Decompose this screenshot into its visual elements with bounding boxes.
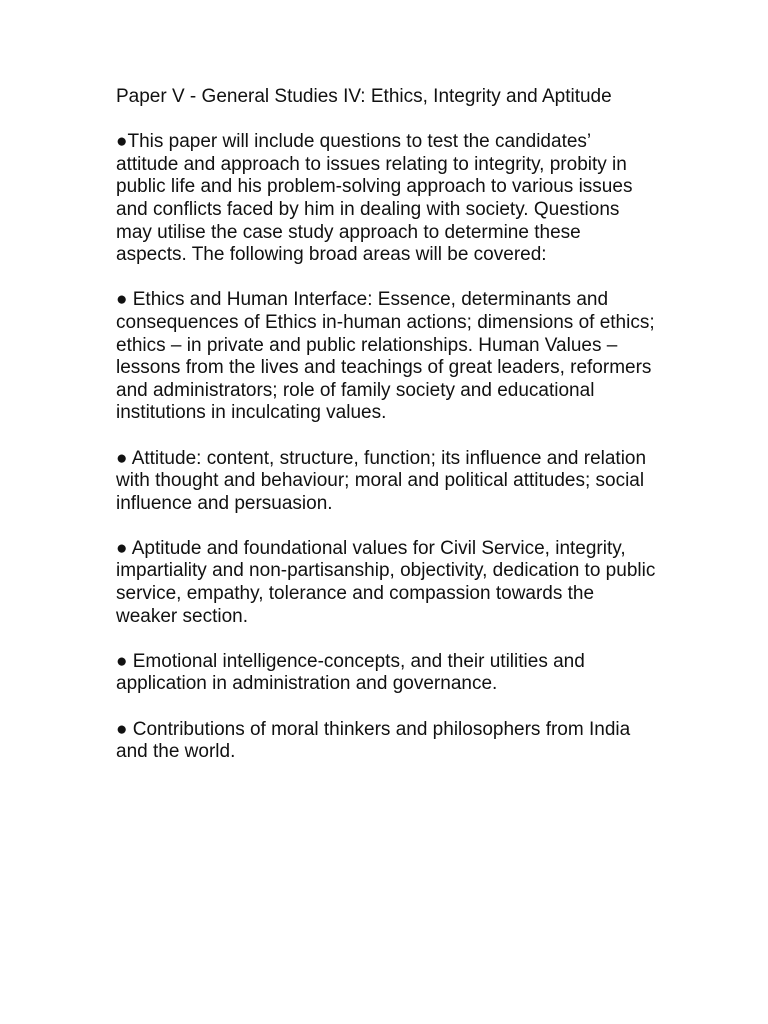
- moral-thinkers-paragraph: ● Contributions of moral thinkers and philosophers from India and the world.: [116, 718, 631, 763]
- intro-paragraph: ●This paper will include questions to test the candidates’ attitude and approach to issues relating to integrity, probity in public life and his problem-solving approach to various issues and conflicts faced by him in dealing with society. Questions may utilise the case study approach to determine these aspects. The following broad areas will be covered:: [116, 131, 633, 266]
- attitude-paragraph: ● Attitude: content, structure, function; its influence and relation with thought and behaviour; moral and political attitudes; social influence and persuasion.: [116, 447, 647, 514]
- ethics-human-interface-paragraph: ● Ethics and Human Interface: Essence, determinants and consequences of Ethics in-human actions; dimensions of ethics; ethics – in private and public relationships. Human Values – lessons from the lives and teachings of great leaders, reformers and administrators; role of family society and educational institutions in inculcating values.: [116, 289, 655, 424]
- document-title: Paper V - General Studies IV: Ethics, Integrity and Aptitude: [116, 86, 612, 107]
- emotional-intelligence-paragraph: ● Emotional intelligence-concepts, and their utilities and application in administration and governance.: [116, 650, 585, 695]
- aptitude-values-paragraph: ● Aptitude and foundational values for Civil Service, integrity, impartiality and non-partisanship, objectivity, dedication to public service, empathy, tolerance and compassion towards the weaker section.: [116, 537, 656, 627]
- document-page: [116, 86, 656, 786]
